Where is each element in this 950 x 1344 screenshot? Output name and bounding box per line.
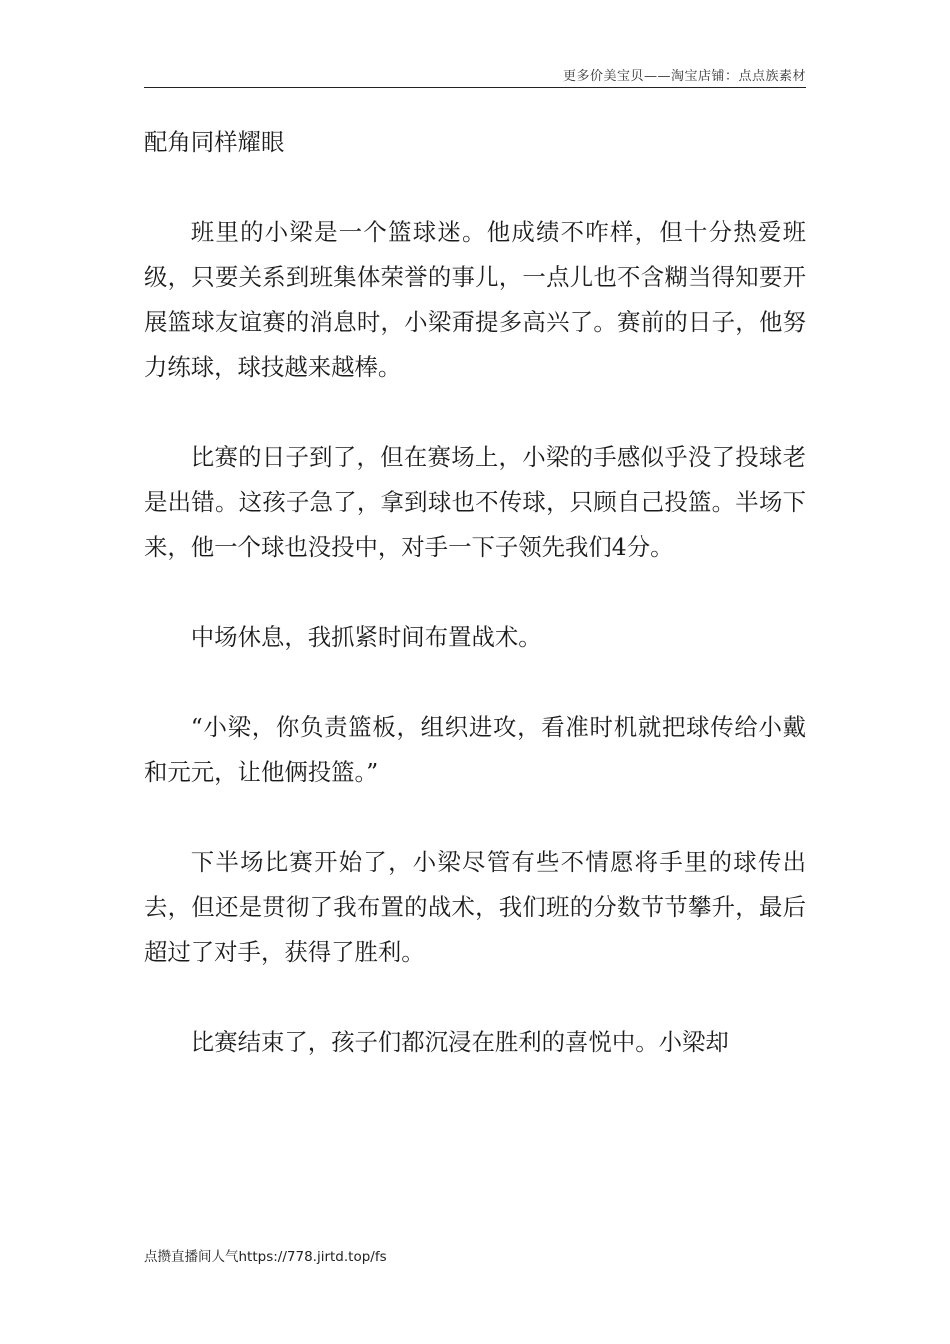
footer-prefix: 点攒直播间人气 — [144, 1249, 239, 1265]
document-title: 配角同样耀眼 — [144, 128, 285, 156]
paragraph-5: 下半场比赛开始了，小梁尽管有些不情愿将手里的球传出去，但还是贯彻了我布置的战术，我们班的分数节节攀升，最后超过了对手，获得了胜利。 — [144, 848, 806, 966]
page-footer — [144, 1245, 387, 1265]
header-shop-text: 更多价美宝贝——淘宝店铺：点点族素材 — [562, 69, 806, 84]
page-header — [144, 62, 806, 88]
paragraph-4: “小梁，你负责篮板，组织进攻，看准时机就把球传给小戴和元元，让他俩投篮。” — [144, 713, 806, 786]
paragraph-3: 中场休息，我抓紧时间布置战术。 — [190, 623, 542, 651]
paragraph-2: 比赛的日子到了，但在赛场上，小梁的手感似乎没了投球老是出错。这孩子急了，拿到球也不传球，只顾自己投篮。半场下来，他一个球也没投中，对手一下子领先我们4分。 — [144, 443, 806, 561]
footer-link[interactable]: https://778.jirtd.top/fs — [238, 1249, 387, 1265]
paragraph-1: 班里的小梁是一个篮球迷。他成绩不咋样，但十分热爱班级，只要关系到班集体荣誉的事儿，一点儿也不含糊当得知要开展篮球友谊赛的消息时，小梁甭提多高兴了。赛前的日子，他努力练球，球技越来越棒。 — [144, 218, 806, 381]
document-body — [144, 120, 806, 1065]
paragraph-6: 比赛结束了，孩子们都沉浸在胜利的喜悦中。小梁却 — [190, 1028, 729, 1056]
